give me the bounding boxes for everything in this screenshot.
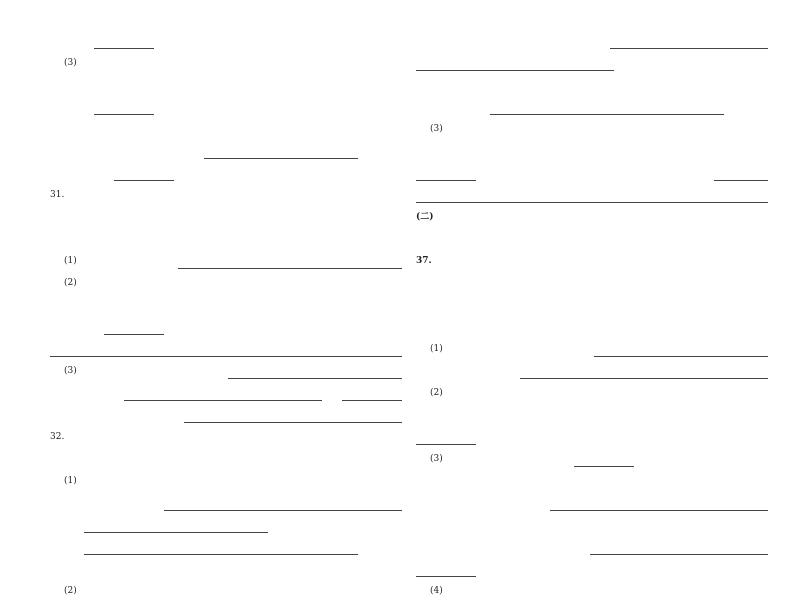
question-number: (3)	[64, 366, 77, 377]
question-number: 31.	[50, 190, 65, 201]
question-line	[416, 116, 768, 137]
question-line	[50, 50, 402, 71]
answer-line	[416, 50, 768, 71]
answer-line	[50, 402, 402, 423]
right-column	[416, 28, 768, 597]
question-number: (3)	[430, 454, 443, 465]
answer-blank[interactable]	[164, 498, 402, 511]
answer-blank[interactable]	[520, 366, 768, 379]
question-line	[50, 116, 402, 137]
answer-blank[interactable]	[342, 388, 402, 401]
question-number: (1)	[64, 476, 77, 487]
answer-blank[interactable]	[594, 344, 768, 357]
answer-blank[interactable]	[416, 168, 476, 181]
answer-blank[interactable]	[114, 168, 174, 181]
answer-line	[50, 490, 402, 511]
question-line	[50, 424, 402, 445]
answer-line	[50, 248, 402, 269]
answer-line	[416, 446, 768, 467]
answer-line	[50, 358, 402, 379]
question-line	[50, 292, 402, 313]
question-line	[50, 578, 402, 599]
answer-line	[416, 534, 768, 555]
answer-line	[50, 512, 402, 533]
question-line	[416, 512, 768, 533]
answer-blank[interactable]	[610, 36, 768, 49]
question-line	[416, 138, 768, 159]
question-line	[50, 556, 402, 577]
question-line	[50, 270, 402, 291]
answer-blank[interactable]	[84, 542, 358, 555]
answer-blank[interactable]	[490, 102, 724, 115]
answer-blank[interactable]	[416, 564, 476, 577]
answer-blank[interactable]	[124, 388, 322, 401]
answer-line	[50, 28, 402, 49]
answer-line	[416, 490, 768, 511]
question-number: (2)	[64, 278, 77, 289]
answer-blank[interactable]	[416, 190, 768, 203]
question-number: (2)	[64, 586, 77, 597]
answer-line	[50, 138, 402, 159]
answer-line	[416, 358, 768, 379]
answer-line	[50, 314, 402, 335]
answer-blank[interactable]	[416, 432, 476, 445]
question-number: (3)	[64, 58, 77, 69]
answer-blank[interactable]	[550, 498, 768, 511]
answer-line	[50, 160, 402, 181]
answer-line	[416, 182, 768, 203]
question-line	[50, 226, 402, 247]
answer-line	[416, 28, 768, 49]
question-line	[416, 380, 768, 401]
answer-blank[interactable]	[84, 520, 268, 533]
answer-blank[interactable]	[574, 454, 634, 467]
question-line	[50, 182, 402, 203]
question-line	[50, 446, 402, 467]
question-number: 37.	[416, 256, 432, 267]
answer-blank[interactable]	[178, 256, 402, 269]
answer-blank[interactable]	[204, 146, 358, 159]
question-number: (二)	[416, 212, 434, 223]
question-line	[50, 468, 402, 489]
question-line	[416, 314, 768, 335]
question-line	[416, 270, 768, 291]
answer-line	[416, 556, 768, 577]
question-number: (1)	[64, 256, 77, 267]
answer-blank[interactable]	[50, 344, 402, 357]
answer-blank[interactable]	[94, 102, 154, 115]
question-line	[416, 578, 768, 599]
answer-blank[interactable]	[228, 366, 402, 379]
question-line	[416, 468, 768, 489]
answer-line	[50, 336, 402, 357]
question-line	[50, 72, 402, 93]
question-line	[50, 204, 402, 225]
question-number: (3)	[430, 124, 443, 135]
answer-line	[416, 424, 768, 445]
answer-line	[416, 160, 768, 181]
answer-line	[416, 336, 768, 357]
answer-blank[interactable]	[416, 58, 614, 71]
question-line	[416, 72, 768, 93]
left-column	[50, 28, 402, 597]
question-line	[416, 248, 768, 269]
answer-blank[interactable]	[94, 36, 154, 49]
answer-line	[50, 94, 402, 115]
answer-line	[416, 94, 768, 115]
question-number: 32.	[50, 432, 65, 443]
answer-blank[interactable]	[104, 322, 164, 335]
question-number: (2)	[430, 388, 443, 399]
question-line	[416, 292, 768, 313]
section-heading	[416, 204, 768, 225]
question-line	[416, 402, 768, 423]
answer-line	[50, 380, 402, 401]
answer-blank[interactable]	[184, 410, 402, 423]
question-number: (1)	[430, 344, 443, 355]
answer-line	[50, 534, 402, 555]
answer-blank[interactable]	[714, 168, 768, 181]
question-line	[416, 226, 768, 247]
question-number: (4)	[430, 586, 443, 597]
answer-blank[interactable]	[590, 542, 768, 555]
